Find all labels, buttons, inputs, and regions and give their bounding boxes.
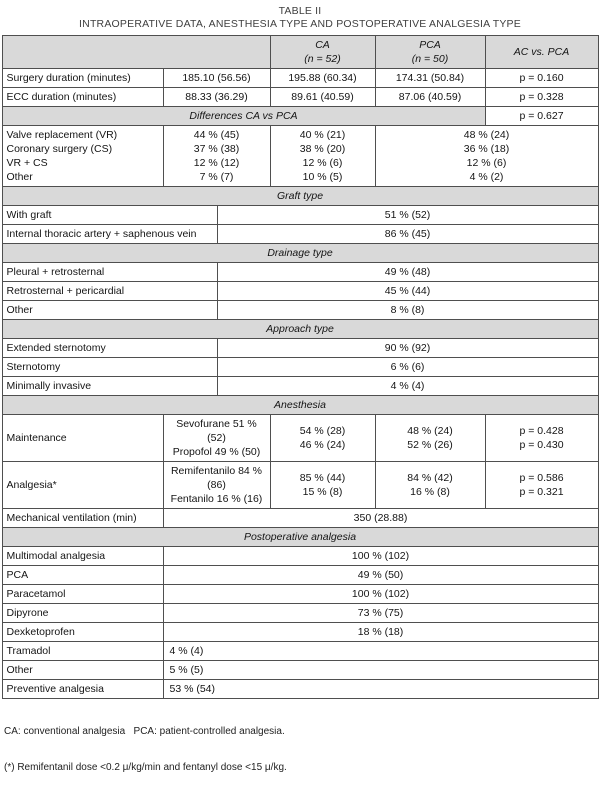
table-row-sternotomy: [2, 358, 598, 377]
ca-value: 46 % (24): [299, 439, 346, 451]
differences-pca-cell: [375, 126, 598, 187]
table-row-surgery-duration: [2, 69, 598, 88]
section-band-label: Drainage type: [2, 244, 598, 263]
row-label-cell: Multimodal analgesia: [2, 547, 163, 566]
row-value-cell: 6 % (6): [217, 358, 598, 377]
row-value-cell: 4 % (4): [217, 377, 598, 396]
pca-value-cell: 174.31 (50.84): [375, 69, 485, 88]
header-pca-label: PCA: [419, 39, 441, 51]
row-value-cell: 4 % (4): [163, 642, 598, 661]
header-comparison-label: AC vs. PCA: [513, 46, 570, 58]
detail-line: Propofol 49 % (50): [172, 446, 261, 458]
row-label-cell: ECC duration (minutes): [2, 88, 163, 107]
row-value-cell: 73 % (75): [163, 604, 598, 623]
row-value-cell: 49 % (50): [163, 566, 598, 585]
differences-detail-row: [2, 126, 598, 187]
pca-value: 4 % (2): [469, 171, 504, 183]
p-value: p = 0.586: [519, 472, 564, 484]
header-ca-label: CA: [315, 39, 330, 51]
row-value-cell: 350 (28.88): [163, 509, 598, 528]
row-label-cell: Retrosternal + pericardial: [2, 282, 217, 301]
row-value-cell: 86 % (45): [217, 225, 598, 244]
p-value-cell: p = 0.160: [485, 69, 598, 88]
footnote-doses: (*) Remifentanil dose <0.2 μ/kg/min and fentanyl dose <15 μ/kg.: [4, 762, 287, 773]
p-value: p = 0.321: [519, 486, 564, 498]
detail-line: Fentanilo 16 % (16): [170, 493, 263, 505]
differences-ca-cell: [270, 126, 375, 187]
header-ca-n: (n = 52): [304, 53, 341, 65]
section-band-label: Anesthesia: [2, 396, 598, 415]
table-row-minimally-invasive: [2, 377, 598, 396]
row-value-cell: 5 % (5): [163, 661, 598, 680]
section-band-label: Postoperative analgesia: [2, 528, 598, 547]
row-label-cell: Dipyrone: [2, 604, 163, 623]
analgesia-detail-cell: [163, 462, 270, 509]
p-value-cell: p = 0.328: [485, 88, 598, 107]
total-value-cell: 88.33 (36.29): [163, 88, 270, 107]
pca-value: 84 % (42): [407, 472, 453, 484]
total-value-cell: 185.10 (56.56): [163, 69, 270, 88]
table-number: TABLE II: [278, 5, 322, 17]
pca-value-cell: [375, 462, 485, 509]
table-caption: [0, 5, 600, 31]
section-band-differences: [2, 107, 598, 126]
row-value-cell: 8 % (8): [217, 301, 598, 320]
maintenance-detail-cell: [163, 415, 270, 462]
row-label-cell: Paracetamol: [2, 585, 163, 604]
p-value-cell: [485, 415, 598, 462]
row-label-cell: Analgesia*: [2, 462, 163, 509]
pca-value: 48 % (24): [407, 425, 453, 437]
pca-value: 36 % (18): [463, 143, 510, 155]
pca-value-cell: 87.06 (40.59): [375, 88, 485, 107]
table-row-maintenance: [2, 415, 598, 462]
row-value-cell: 51 % (52): [217, 206, 598, 225]
pca-value: 12 % (6): [466, 157, 507, 169]
detail-line: Sevofurane 51 % (52): [176, 418, 257, 444]
row-label-cell: Internal thoracic artery + saphenous vein: [2, 225, 217, 244]
row-label-cell: Preventive analgesia: [2, 680, 163, 699]
table-row-ecc-duration: [2, 88, 598, 107]
table-row-retrosternal-pericardial: [2, 282, 598, 301]
table-row-preventive: [2, 680, 598, 699]
table-row-mechanical-ventilation: [2, 509, 598, 528]
table-row-ita-saphenous: [2, 225, 598, 244]
page-title: INTRAOPERATIVE DATA, ANESTHESIA TYPE AND POSTOPERATIVE ANALGESIA TYPE: [79, 18, 521, 30]
ca-value: 10 % (5): [302, 171, 343, 183]
section-band-label: Graft type: [2, 187, 598, 206]
total-value: 12 % (12): [193, 157, 240, 169]
table-row-tramadol: [2, 642, 598, 661]
table-row-drainage-other: [2, 301, 598, 320]
row-label-cell: Other: [2, 661, 163, 680]
pca-value: 48 % (24): [463, 129, 510, 141]
ca-value: 54 % (28): [299, 425, 346, 437]
row-value-cell: 53 % (54): [163, 680, 598, 699]
pca-value: 16 % (8): [410, 486, 450, 498]
section-band-graft: [2, 187, 598, 206]
differences-labels-cell: [2, 126, 163, 187]
ca-value: 40 % (21): [299, 129, 346, 141]
p-value: p = 0.428: [519, 425, 564, 437]
section-band-approach: [2, 320, 598, 339]
differences-total-cell: [163, 126, 270, 187]
table-row-dipyrone: [2, 604, 598, 623]
table-row-dexketoprofen: [2, 623, 598, 642]
p-value: p = 0.430: [519, 439, 564, 451]
ca-value: 85 % (44): [299, 472, 346, 484]
row-label-cell: Extended sternotomy: [2, 339, 217, 358]
table-row-analgesia: [2, 462, 598, 509]
table-row-extended-sternotomy: [2, 339, 598, 358]
row-value-cell: 49 % (48): [217, 263, 598, 282]
row-label-cell: Other: [2, 301, 217, 320]
header-empty-cell: [2, 36, 270, 69]
total-value: 44 % (45): [193, 129, 240, 141]
total-value: 7 % (7): [199, 171, 234, 183]
ca-value-cell: [270, 462, 375, 509]
row-label: Coronary surgery (CS): [6, 143, 113, 155]
pca-value-cell: [375, 415, 485, 462]
section-band-postoperative: [2, 528, 598, 547]
table-row-postop-other: [2, 661, 598, 680]
header-pca-n: (n = 50): [411, 53, 449, 65]
detail-line: Remifentanilo 84 % (86): [170, 465, 263, 491]
row-value-cell: 90 % (92): [217, 339, 598, 358]
section-band-label: Approach type: [2, 320, 598, 339]
table-row-with-graft: [2, 206, 598, 225]
row-label: VR + CS: [6, 157, 48, 169]
header-comparison-cell: [485, 36, 598, 69]
row-label-cell: Surgery duration (minutes): [2, 69, 163, 88]
ca-value-cell: 89.61 (40.59): [270, 88, 375, 107]
pca-value: 52 % (26): [407, 439, 453, 451]
row-label-cell: Tramadol: [2, 642, 163, 661]
row-value-cell: 18 % (18): [163, 623, 598, 642]
table-row-pleural-retrosternal: [2, 263, 598, 282]
row-value-cell: 45 % (44): [217, 282, 598, 301]
section-band-anesthesia: [2, 396, 598, 415]
row-label-cell: Minimally invasive: [2, 377, 217, 396]
footnote-abbreviations: CA: conventional analgesia PCA: patient-controlled analgesia.: [4, 726, 285, 737]
table-row-multimodal: [2, 547, 598, 566]
p-value-cell: p = 0.627: [485, 107, 598, 126]
row-label-cell: Dexketoprofen: [2, 623, 163, 642]
header-pca-cell: [375, 36, 485, 69]
total-value: 37 % (38): [193, 143, 240, 155]
table-row-paracetamol: [2, 585, 598, 604]
header-row: [2, 36, 598, 69]
ca-value: 15 % (8): [302, 486, 343, 498]
row-label-cell: PCA: [2, 566, 163, 585]
row-label-cell: Maintenance: [2, 415, 163, 462]
section-band-drainage: [2, 244, 598, 263]
row-label-cell: With graft: [2, 206, 217, 225]
ca-value: 12 % (6): [302, 157, 343, 169]
table-row-pca: [2, 566, 598, 585]
ca-value-cell: 195.88 (60.34): [270, 69, 375, 88]
row-value-cell: 100 % (102): [163, 547, 598, 566]
row-value-cell: 100 % (102): [163, 585, 598, 604]
row-label: Valve replacement (VR): [6, 129, 118, 141]
row-label-cell: Pleural + retrosternal: [2, 263, 217, 282]
row-label-cell: Sternotomy: [2, 358, 217, 377]
row-label-cell: Mechanical ventilation (min): [2, 509, 163, 528]
data-table: [2, 35, 599, 699]
row-label: Other: [6, 171, 33, 183]
ca-value-cell: [270, 415, 375, 462]
header-ca-cell: [270, 36, 375, 69]
section-band-label: Differences CA vs PCA: [2, 107, 485, 126]
p-value-cell: [485, 462, 598, 509]
ca-value: 38 % (20): [299, 143, 346, 155]
footnotes: [4, 702, 600, 798]
